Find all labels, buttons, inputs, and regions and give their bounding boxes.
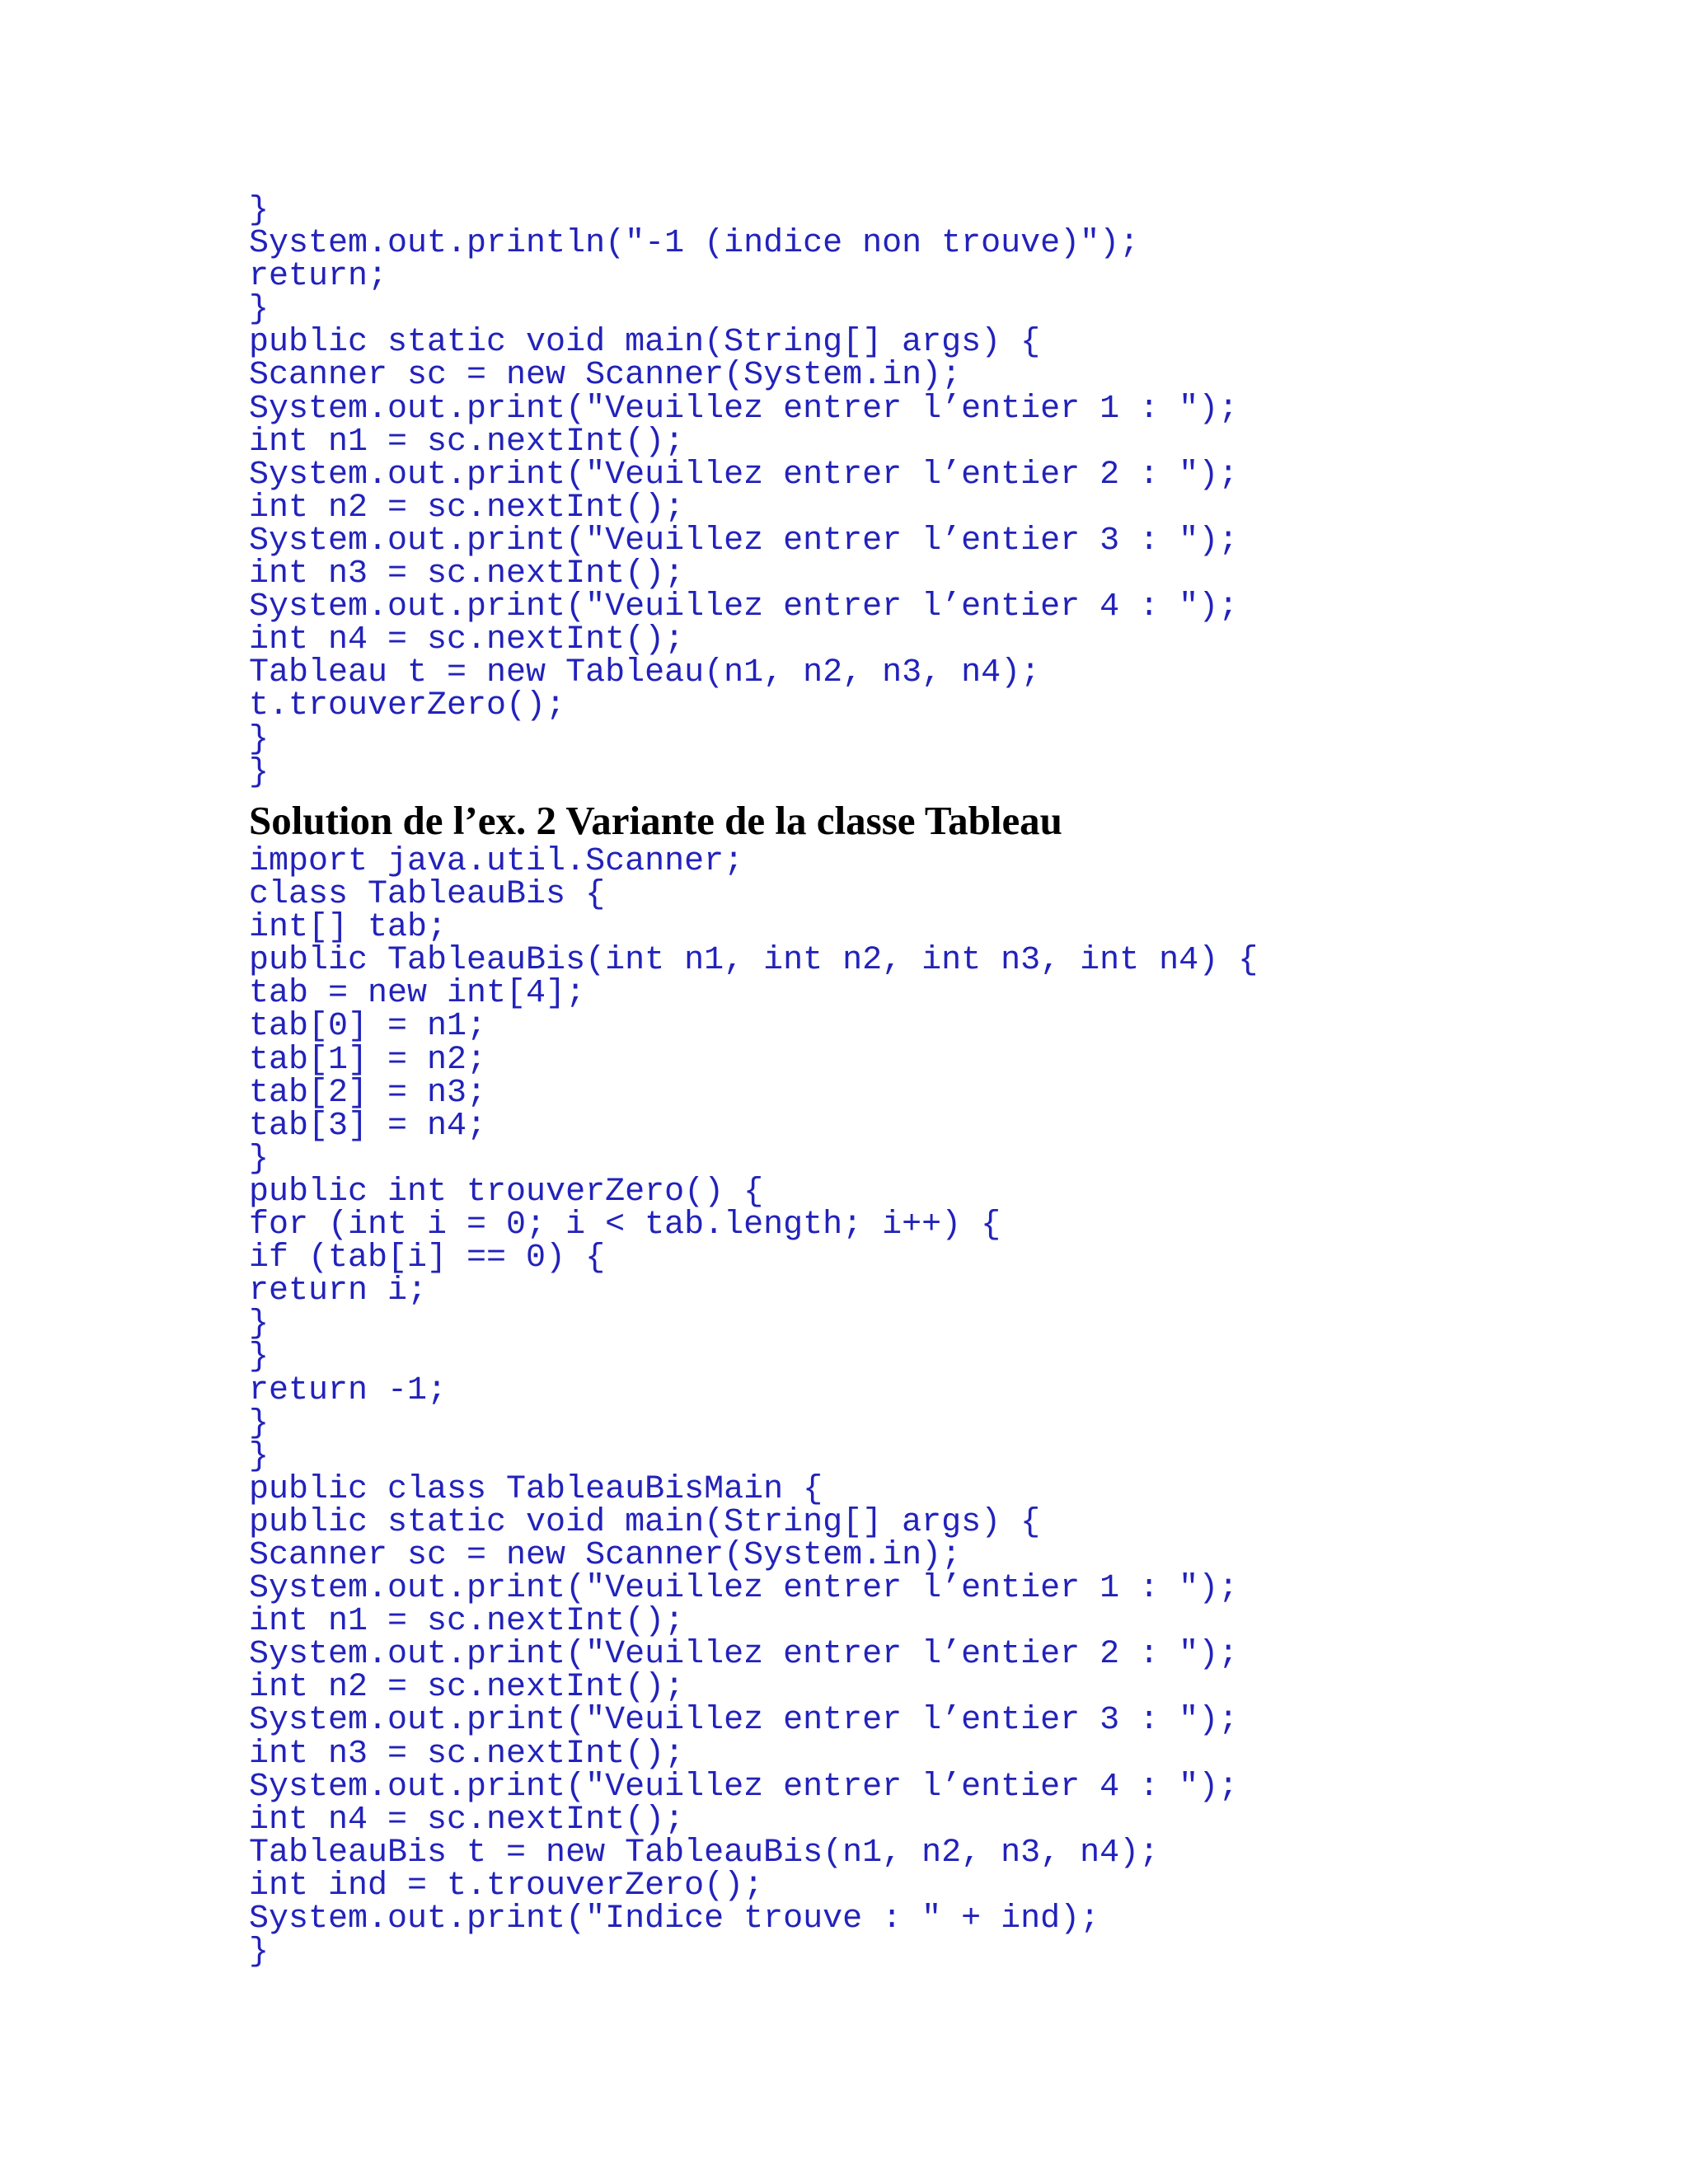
code-line: tab[2] = n3; (249, 1074, 487, 1112)
code-line: t.trouverZero(); (249, 687, 566, 725)
code-line: Scanner sc = new Scanner(System.in); (249, 357, 962, 395)
code-line: } (249, 291, 270, 329)
code-line: int n3 = sc.nextInt(); (249, 555, 685, 593)
code-line: System.out.print("Indice trouve : " + ind); (249, 1900, 1100, 1938)
code-line: } (249, 1305, 270, 1343)
code-line: } (249, 1140, 270, 1178)
code-line: Scanner sc = new Scanner(System.in); (249, 1536, 962, 1574)
code-line: Tableau t = new Tableau(n1, n2, n3, n4); (249, 654, 1041, 692)
code-line: class TableauBis { (249, 876, 606, 914)
code-line: System.out.print("Veuillez entrer l’entier 4 : "); (249, 1768, 1239, 1806)
code-line: public static void main(String[] args) { (249, 1503, 1041, 1541)
code-line: public int trouverZero() { (249, 1173, 764, 1211)
code-line: System.out.println("-1 (indice non trouve)"); (249, 225, 1140, 263)
code-line: int n2 = sc.nextInt(); (249, 489, 685, 527)
code-line: System.out.print("Veuillez entrer l’entier 2 : "); (249, 1636, 1239, 1674)
code-line: } (249, 1437, 270, 1475)
code-line: int n2 = sc.nextInt(); (249, 1669, 685, 1707)
code-line: public TableauBis(int n1, int n2, int n3, int n4) { (249, 942, 1259, 980)
code-line: return -1; (249, 1371, 448, 1409)
code-line: System.out.print("Veuillez entrer l’entier 3 : "); (249, 1702, 1239, 1740)
code-line: System.out.print("Veuillez entrer l’entier 4 : "); (249, 588, 1239, 626)
code-line: tab[3] = n4; (249, 1107, 487, 1145)
code-line: } (249, 1404, 270, 1442)
code-line: public static void main(String[] args) { (249, 324, 1041, 362)
code-line: int[] tab; (249, 909, 448, 947)
code-line: } (249, 1933, 270, 1971)
code-line: } (249, 192, 270, 229)
code-line: int n1 = sc.nextInt(); (249, 423, 685, 461)
code-line: int n4 = sc.nextInt(); (249, 1801, 685, 1839)
code-line: if (tab[i] == 0) { (249, 1240, 606, 1277)
code-line: System.out.print("Veuillez entrer l’entier 2 : "); (249, 456, 1239, 494)
code-line: int n1 = sc.nextInt(); (249, 1603, 685, 1641)
code-line: } (249, 753, 270, 791)
code-line: } (249, 1338, 270, 1376)
code-line: tab = new int[4]; (249, 975, 586, 1013)
code-line: int n4 = sc.nextInt(); (249, 621, 685, 659)
code-line: int ind = t.trouverZero(); (249, 1867, 764, 1905)
code-block-2 (249, 843, 1667, 1971)
code-block-1 (249, 194, 1667, 790)
code-line: return; (249, 258, 388, 296)
code-line: } (249, 720, 270, 758)
code-line: System.out.print("Veuillez entrer l’entier 3 : "); (249, 522, 1239, 560)
code-line: for (int i = 0; i < tab.length; i++) { (249, 1207, 1001, 1244)
section-heading: Solution de l’ex. 2 Variante de la classe Tableau (249, 798, 1062, 843)
code-line: tab[1] = n2; (249, 1041, 487, 1079)
code-line: System.out.print("Veuillez entrer l’entier 1 : "); (249, 390, 1239, 428)
code-line: int n3 = sc.nextInt(); (249, 1735, 685, 1773)
code-line: tab[0] = n1; (249, 1008, 487, 1046)
code-line: System.out.print("Veuillez entrer l’entier 1 : "); (249, 1570, 1239, 1608)
code-line: import java.util.Scanner; (249, 843, 744, 880)
code-line: TableauBis t = new TableauBis(n1, n2, n3, n4); (249, 1834, 1160, 1872)
code-line: return i; (249, 1272, 428, 1310)
code-line: public class TableauBisMain { (249, 1470, 823, 1508)
